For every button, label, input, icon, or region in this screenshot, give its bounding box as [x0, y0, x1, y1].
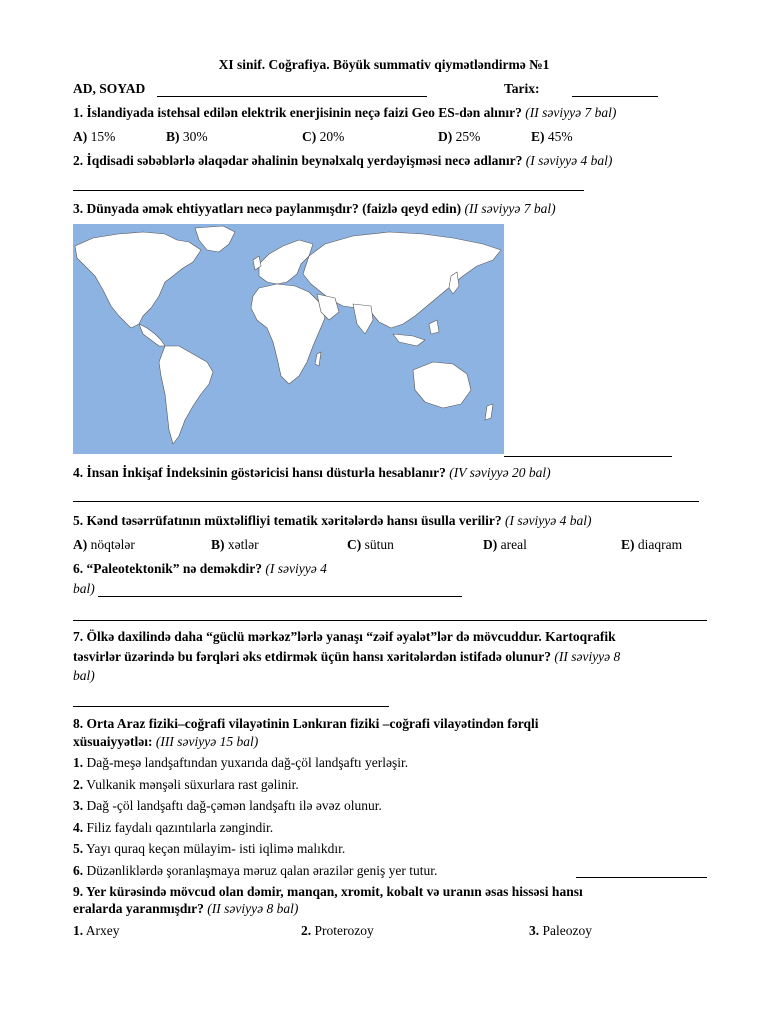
- item-text: Yayı quraq keçən mülayim- isti iqlimə malıkdır.: [86, 841, 346, 856]
- option-text: 15%: [90, 129, 116, 144]
- item-num: 6.: [73, 863, 84, 878]
- europe-shape: [259, 240, 313, 284]
- option-letter: C): [302, 129, 317, 144]
- item-text: Vulkanik mənşəli süxurlara rast gəlinir.: [86, 777, 299, 792]
- question-5: [73, 513, 592, 529]
- new-zealand-shape: [485, 404, 493, 420]
- q8-item-4: [73, 820, 273, 836]
- q8-item-2: [73, 777, 299, 793]
- world-map-icon: [73, 224, 504, 454]
- question-4: [73, 465, 551, 481]
- date-label: Tarix:: [504, 81, 540, 96]
- question-5-level: (I səviyyə 4 bal): [504, 513, 592, 528]
- q8-item-5: [73, 841, 345, 857]
- philippines-shape: [429, 320, 439, 334]
- name-field[interactable]: [157, 96, 427, 97]
- world-map-image: [73, 224, 504, 454]
- item-num: 5.: [73, 841, 84, 856]
- option-letter: A): [73, 129, 88, 144]
- item-text: Filiz faydalı qazıntılarla zəngindir.: [86, 820, 274, 835]
- answer-line-2[interactable]: [73, 190, 584, 191]
- option-text: areal: [500, 537, 527, 552]
- question-9-line-2: eralarda yaranmışdır?: [73, 901, 204, 916]
- item-text: Düzənliklərdə şoranlaşmaya məruz qalan ərazilər geniş yer tutur.: [86, 863, 438, 878]
- question-3-text: 3. Dünyada əmək ehtiyyatları necə paylanmışdır? (faizlə qeyd edin): [73, 201, 462, 216]
- option-text: 45%: [547, 129, 573, 144]
- question-2-text: 2. İqdisadi səbəblərlə əlaqədar əhalinin beynəlxalq yerdəyişməsi necə adlanır?: [73, 153, 523, 168]
- question-6: [73, 561, 327, 577]
- question-8-level: (III səviyyə 15 bal): [155, 734, 259, 749]
- india-shape: [353, 304, 373, 334]
- q1-option-c[interactable]: [302, 129, 344, 145]
- answer-line-4[interactable]: [73, 501, 699, 502]
- q8-item-6: [73, 863, 437, 879]
- question-7-level-cont: bal): [73, 668, 95, 683]
- page-title: XI sinif. Coğrafiya. Böyük summativ qiymətləndirmə №1: [218, 57, 550, 72]
- q8-item-1: [73, 755, 408, 771]
- item-text: Dağ -çöl landşaftı dağ-çəmən landşaftı ilə əvəz olunur.: [86, 798, 382, 813]
- option-text: diaqram: [637, 537, 683, 552]
- question-3: [73, 201, 556, 217]
- name-label: AD, SOYAD: [73, 81, 146, 96]
- option-text: sütun: [364, 537, 394, 552]
- q1-option-e[interactable]: [531, 129, 573, 145]
- madagascar-shape: [315, 352, 321, 366]
- item-num: 3.: [73, 798, 84, 813]
- option-letter: E): [531, 129, 545, 144]
- item-num: 1.: [73, 755, 84, 770]
- option-letter: A): [73, 537, 88, 552]
- q9-option-3[interactable]: [529, 923, 592, 939]
- item-num: 2.: [73, 777, 84, 792]
- option-text: 20%: [319, 129, 345, 144]
- question-8-line-2: xüsuaiyyətləı:: [73, 734, 153, 749]
- q9-option-1[interactable]: [73, 923, 120, 939]
- question-5-text: 5. Kənd təsərrüfatının müxtəlifliyi tematik xəritələrdə hansı üsulla verilir?: [73, 513, 502, 528]
- question-1-level: (II səviyyə 7 bal): [525, 105, 617, 120]
- option-text: xətlər: [227, 537, 259, 552]
- option-num: 1.: [73, 923, 84, 938]
- question-4-text: 4. İnsan İnkişaf İndeksinin göstəricisi hansı düsturla hesablanır?: [73, 465, 446, 480]
- question-9-line-1: 9. Yer kürəsində mövcud olan dəmir, manqan, xromit, kobalt və uranın əsas hissəsi hansı: [73, 884, 583, 899]
- q8-item-3: [73, 798, 382, 814]
- q1-option-d[interactable]: [438, 129, 480, 145]
- q1-option-b[interactable]: [166, 129, 208, 145]
- question-1-text: 1. İslandiyada istehsal edilən elektrik enerjisinin neçə faizi Geo ES-dən alınır?: [73, 105, 522, 120]
- option-letter: D): [483, 537, 498, 552]
- question-1: [73, 105, 616, 121]
- question-9-level: (II səviyyə 8 bal): [207, 901, 299, 916]
- answer-line-3[interactable]: [504, 456, 672, 457]
- date-field[interactable]: [572, 96, 658, 97]
- q5-option-c[interactable]: [347, 537, 394, 553]
- q9-option-2[interactable]: [301, 923, 374, 939]
- question-2-level: (I səviyyə 4 bal): [525, 153, 613, 168]
- option-num: 2.: [301, 923, 312, 938]
- answer-line-6a[interactable]: [98, 596, 462, 597]
- central-america-shape: [139, 324, 165, 346]
- question-3-level: (II səviyyə 7 bal): [464, 201, 556, 216]
- question-6-level-cont: bal): [73, 581, 95, 596]
- question-7-line-1: 7. Ölkə daxilində daha “güclü mərkəz”lərlə yanaşı “zəif əyalət”lər də mövcuddur. Kartoqrafik: [73, 629, 616, 644]
- option-text: 30%: [182, 129, 208, 144]
- item-num: 4.: [73, 820, 84, 835]
- item-text: Dağ-meşə landşaftından yuxarıda dağ-çöl landşaftı yerləşir.: [86, 755, 409, 770]
- question-7-level: (II səviyyə 8: [554, 649, 621, 664]
- option-text: Paleozoy: [542, 923, 592, 938]
- option-letter: B): [211, 537, 225, 552]
- africa-shape: [251, 284, 325, 384]
- option-letter: D): [438, 129, 453, 144]
- option-text: Proterozoy: [314, 923, 374, 938]
- question-7-line-2: təsvirlər üzərində bu fərqləri əks etdirmək üçün hansı xəritələrdən istifadə olunur?: [73, 649, 551, 664]
- option-letter: E): [621, 537, 635, 552]
- q1-option-a[interactable]: [73, 129, 115, 145]
- indonesia-shape: [393, 334, 425, 346]
- question-6-level: (I səviyyə 4: [265, 561, 327, 576]
- north-america-shape: [75, 232, 201, 328]
- australia-shape: [413, 362, 471, 408]
- option-num: 3.: [529, 923, 540, 938]
- answer-line-8[interactable]: [576, 877, 707, 878]
- south-america-shape: [159, 346, 213, 444]
- option-text: Arxey: [85, 923, 120, 938]
- question-6-text: 6. “Paleotektonik” nə deməkdir?: [73, 561, 262, 576]
- q5-option-b[interactable]: [211, 537, 259, 553]
- question-4-level: (IV səviyyə 20 bal): [449, 465, 551, 480]
- option-letter: C): [347, 537, 362, 552]
- answer-line-7[interactable]: [73, 706, 389, 707]
- question-9-line-2-wrap: [73, 901, 298, 917]
- greenland-shape: [195, 226, 235, 252]
- question-2: [73, 153, 612, 169]
- question-8-line-1: 8. Orta Araz fiziki–coğrafi vilayətinin Lənkıran fiziki –coğrafi vilayətindən fərqli: [73, 716, 539, 731]
- q5-option-d[interactable]: [483, 537, 527, 553]
- answer-line-6b[interactable]: [73, 620, 707, 621]
- q5-option-a[interactable]: [73, 537, 135, 553]
- option-letter: B): [166, 129, 180, 144]
- option-text: nöqtələr: [90, 537, 135, 552]
- option-text: 25%: [455, 129, 481, 144]
- question-8-line-2-wrap: [73, 734, 258, 750]
- q5-option-e[interactable]: [621, 537, 682, 553]
- question-7-line-2-wrap: [73, 649, 620, 665]
